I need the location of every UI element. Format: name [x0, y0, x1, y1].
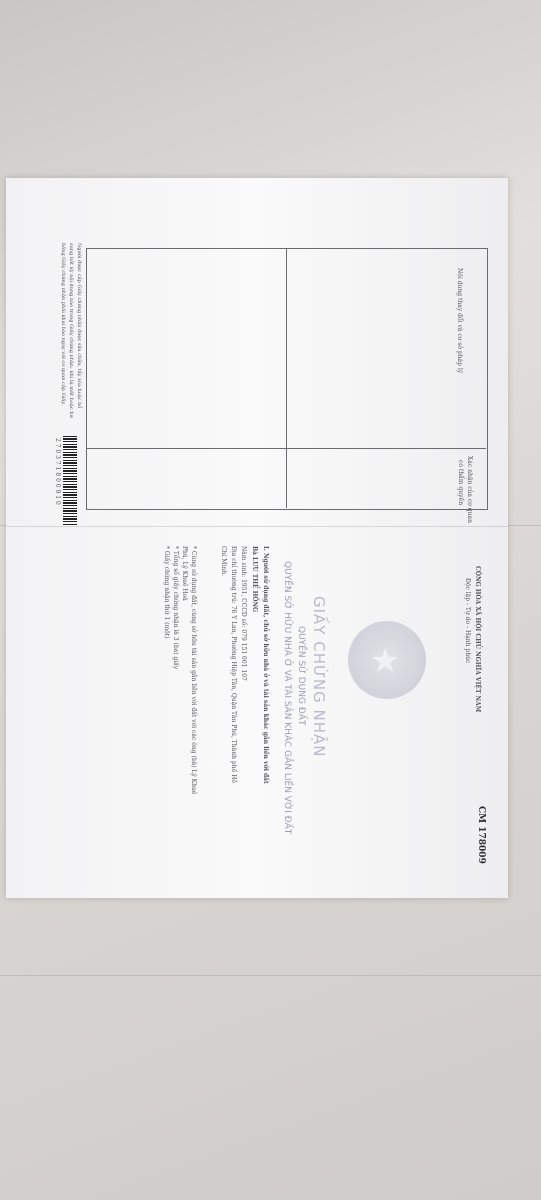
owner-line-3: Chí Minh. [220, 546, 227, 576]
barcode-digits: 2 7 0 3 7 1 8 0 0 9 1 0 [54, 438, 61, 505]
bullet-co-owners-cont: Phú, Lý Khuê Hoà [181, 546, 188, 601]
header-line-1: CỘNG HÒA XÃ HỘI CHỦ NGHĨA VIỆT NAM [474, 566, 481, 713]
table-header-right-line2: có thẩm quyền [457, 460, 464, 506]
owner-name: Bà LƯU THỂ HỒNG [251, 546, 258, 613]
certificate-subtitle-1: QUYỀN SỬ DỤNG ĐẤT [296, 626, 306, 726]
certificate-title: GIẤY CHỨNG NHẬN [310, 596, 328, 758]
owner-line-2: Địa chỉ thường trú: 76 Y Lan, Phường Hiệp Tân, Quận Tân Phú, Thành phố Hồ [230, 546, 237, 784]
certificate-back-page [6, 178, 508, 526]
owner-line-1: Năm sinh: 1951, CCCD số: 079 151 001 107 [240, 546, 247, 681]
serial-number: CM 178009 [476, 806, 486, 864]
table-header-right-line1: Xác nhận của cơ quan [466, 456, 473, 523]
amendment-table [86, 248, 488, 510]
national-emblem [348, 621, 426, 699]
note-line-2: sung bất kỳ nội dung nào trong Giấy chứng nhận; khi bị mất hoặc hư [68, 243, 74, 418]
note-line-3: hỏng Giấy chứng nhận phải khai báo ngay với cơ quan cấp Giấy. [60, 243, 66, 406]
star-icon: ★ [370, 641, 401, 681]
header-line-2: Độc lập - Tự do - Hạnh phúc [464, 578, 471, 664]
bullet-co-owners: * Cùng sử dụng đất, cùng sở hữu tài sản gắn liền với đất với các ông (bà) Lý Khuê [190, 546, 197, 795]
table-column-divider [286, 248, 287, 508]
barcode [63, 436, 77, 526]
bullet-total-certificates: * Tổng số giấy chứng nhận là 3 (ba) giấy [172, 546, 179, 670]
certificate-front-page [6, 526, 508, 898]
certificate-subtitle-2: QUYỀN SỞ HỮU NHÀ Ở VÀ TÀI SẢN KHÁC GẮN LIỀN VỚI ĐẤT [282, 561, 292, 835]
table-header-left: Nội dung thay đổi và cơ sở pháp lý [456, 268, 463, 374]
certificate-paper [6, 178, 508, 898]
bullet-certificate-number: * Giấy chứng nhận thứ 1 (một) [163, 546, 170, 639]
floor-tile-seam [0, 975, 541, 976]
section-heading: I. Người sử dụng đất, chủ sở hữu nhà ở và tài sản khác gắn liền với đất [262, 546, 269, 784]
note-line-1: Người được cấp Giấy chứng nhận được sửa chữa, tẩy xóa hoặc bổ [76, 243, 82, 409]
